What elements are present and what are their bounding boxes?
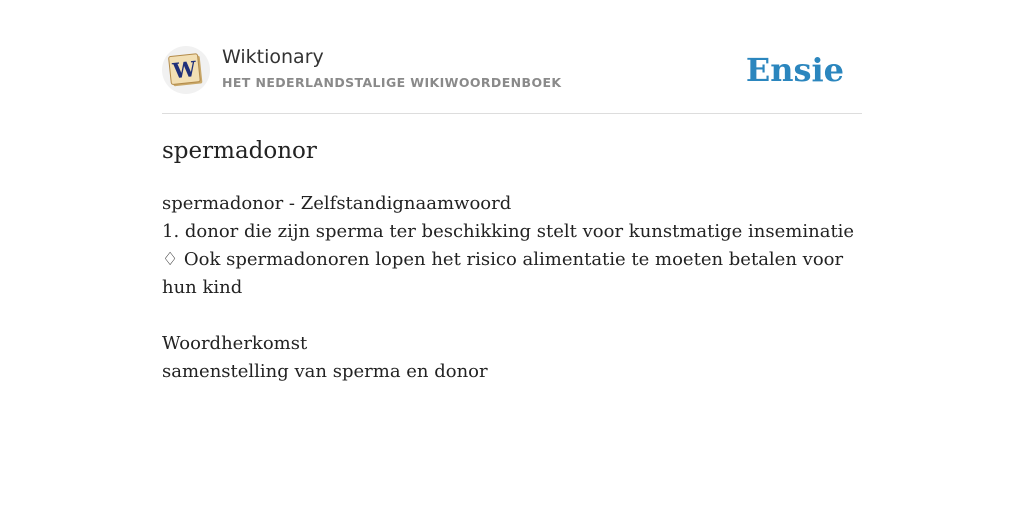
etymology-heading: Woordherkomst — [162, 333, 308, 354]
definition-line: 1. donor die zijn sperma ter beschikking stelt voor kunstmatige inseminatie — [162, 221, 855, 242]
section-spacer — [162, 302, 862, 330]
etymology-text: samenstelling van sperma en donor — [162, 361, 488, 382]
site-header — [162, 44, 862, 100]
logo-tile-graphic — [162, 46, 210, 94]
entry-content — [162, 190, 862, 386]
word-class-line: spermadonor - Zelfstandignaamwoord — [162, 193, 512, 214]
logo-letter: W — [171, 55, 198, 84]
page — [162, 0, 862, 512]
wiktionary-logo-icon[interactable] — [162, 46, 210, 94]
example-line: ♢ Ook spermadonoren lopen het risico alimentatie te moeten betalen voor hun kind — [162, 249, 844, 298]
page-title: spermadonor — [162, 138, 317, 164]
site-tagline: HET NEDERLANDSTALIGE WIKIWOORDENBOEK — [222, 75, 562, 90]
ensie-brand-logo[interactable]: Ensie — [745, 51, 844, 89]
header-divider — [162, 113, 862, 114]
site-name[interactable]: Wiktionary — [222, 46, 324, 68]
